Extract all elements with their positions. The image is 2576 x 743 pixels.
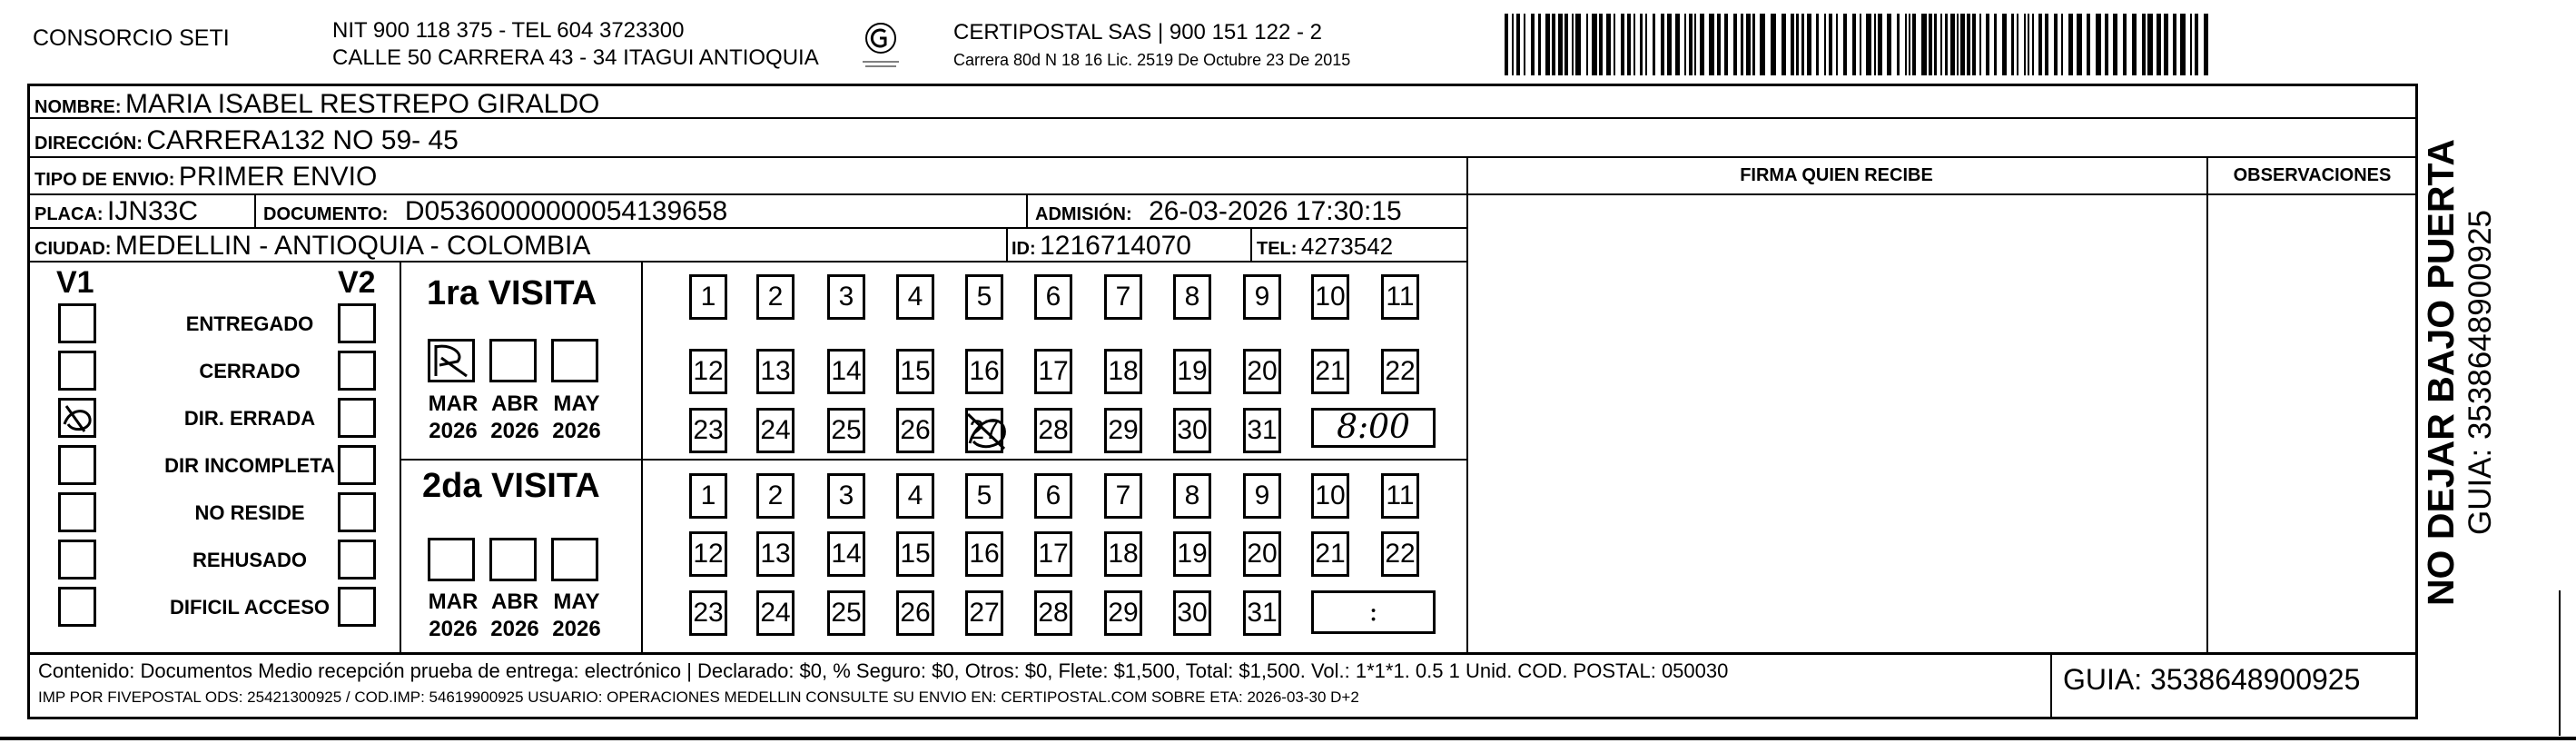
day-box[interactable]: 20 <box>1243 349 1281 394</box>
day-box[interactable]: 17 <box>1034 349 1072 394</box>
v1-checkbox[interactable] <box>58 445 96 485</box>
v2-checkbox[interactable] <box>338 351 376 391</box>
day-box[interactable]: 23 <box>689 590 727 636</box>
day-box[interactable]: 5 <box>965 274 1003 320</box>
v1-checkbox[interactable] <box>58 540 96 580</box>
day-box[interactable]: 12 <box>689 349 727 394</box>
v2-checkbox[interactable] <box>338 540 376 580</box>
nombre-value: MARIA ISABEL RESTREPO GIRALDO <box>125 89 600 119</box>
v1-label: V1 <box>56 265 94 300</box>
day-box[interactable]: 30 <box>1173 408 1211 453</box>
barcode <box>1505 14 2210 75</box>
day-box[interactable]: 5 <box>965 473 1003 519</box>
month-checkbox[interactable] <box>551 538 598 581</box>
day-box[interactable]: 14 <box>827 531 865 577</box>
status-option-label: DIFICIL ACCESO <box>169 596 330 619</box>
day-box[interactable]: 16 <box>965 349 1003 394</box>
day-box[interactable]: 21 <box>1311 349 1349 394</box>
v2-label: V2 <box>338 265 376 300</box>
day-box[interactable]: 3 <box>827 274 865 320</box>
day-box[interactable]: 31 <box>1243 408 1281 453</box>
company-address: CALLE 50 CARRERA 43 - 34 ITAGUI ANTIOQUIA <box>332 45 819 70</box>
status-option-label: CERRADO <box>199 360 301 382</box>
certipostal-license: Carrera 80d N 18 16 Lic. 2519 De Octubre 23 De 2015 <box>953 51 1351 69</box>
day-box[interactable]: 2 <box>756 473 795 519</box>
contenido-line: Contenido: Documentos Medio recepción prueba de entrega: electrónico | Declarado: $0, % Seguro: $0, Otros: $0, Flete: $1,500, Total: $1,500. Vol.: 1*1*1. 0.5 1 Unid. COD. POSTAL: 050030 <box>38 659 1729 682</box>
v2-checkbox[interactable] <box>338 398 376 438</box>
v1-checkbox[interactable] <box>58 303 96 343</box>
day-box[interactable]: 18 <box>1104 349 1142 394</box>
day-box[interactable]: 9 <box>1243 473 1281 519</box>
day-box[interactable]: 22 <box>1381 531 1419 577</box>
day-box[interactable]: 22 <box>1381 349 1419 394</box>
day-box[interactable]: 1 <box>689 473 727 519</box>
day-box[interactable]: 4 <box>896 274 934 320</box>
day-box[interactable]: 8 <box>1173 274 1211 320</box>
status-option-label: ENTREGADO <box>185 312 314 335</box>
day-box[interactable]: 17 <box>1034 531 1072 577</box>
day-box[interactable]: 12 <box>689 531 727 577</box>
day-box[interactable]: 29 <box>1104 408 1142 453</box>
month-label: ABR 2026 <box>490 589 539 641</box>
day-box[interactable]: 9 <box>1243 274 1281 320</box>
nombre-label: NOMBRE: <box>35 97 122 117</box>
month-label: MAY 2026 <box>552 391 601 443</box>
admision-value: 26-03-2026 17:30:15 <box>1149 196 1402 226</box>
documento-label: DOCUMENTO: <box>263 204 389 224</box>
v1-checkbox[interactable] <box>58 351 96 391</box>
status-option-label: DIR. ERRADA <box>183 407 316 430</box>
impresion-line: IMP POR FIVEPOSTAL ODS: 25421300925 / COD.IMP: 54619900925 USUARIO: OPERACIONES MEDELLIN CONSULTE SU ENVIO EN: CERTIPOSTAL.COM SOBRE ETA: 2026-03-30 D+2 <box>38 689 1359 706</box>
month-checkbox[interactable] <box>551 339 598 382</box>
status-option-label: DIR INCOMPLETA <box>164 454 335 477</box>
day-box[interactable]: 21 <box>1311 531 1349 577</box>
day-box[interactable]: 28 <box>1034 590 1072 636</box>
day-box[interactable]: 27 <box>965 590 1003 636</box>
company-name: CONSORCIO SETI <box>33 25 230 51</box>
day-box[interactable]: 19 <box>1173 349 1211 394</box>
day-box[interactable]: 18 <box>1104 531 1142 577</box>
month-label: ABR 2026 <box>490 391 539 443</box>
no-dejar-bajo-puerta: NO DEJAR BAJO PUERTA <box>2420 138 2462 607</box>
v1-checkbox[interactable] <box>58 398 96 438</box>
day-box[interactable]: 6 <box>1034 473 1072 519</box>
tipo-envio-label: TIPO DE ENVIO: <box>35 170 175 190</box>
day-box[interactable]: 8 <box>1173 473 1211 519</box>
observaciones-label: OBSERVACIONES <box>2233 165 2392 185</box>
certipostal-logo <box>858 18 903 73</box>
day-box[interactable]: 2 <box>756 274 795 320</box>
side-text <box>2420 118 2506 627</box>
month-checkbox[interactable] <box>489 538 537 581</box>
placa-label: PLACA: <box>35 204 104 224</box>
day-box[interactable]: 29 <box>1104 590 1142 636</box>
month-checkbox[interactable] <box>489 339 537 382</box>
day-box[interactable]: 4 <box>896 473 934 519</box>
day-box[interactable]: 7 <box>1104 473 1142 519</box>
day-box[interactable]: 30 <box>1173 590 1211 636</box>
ciudad-label: CIUDAD: <box>35 239 112 259</box>
day-box[interactable]: 31 <box>1243 590 1281 636</box>
tel-value: 4273542 <box>1300 233 1394 260</box>
month-label: MAY 2026 <box>552 589 601 641</box>
day-box[interactable]: 13 <box>756 349 795 394</box>
day-box[interactable]: 25 <box>827 590 865 636</box>
day-box[interactable]: 26 <box>896 408 934 453</box>
day-box[interactable]: 11 <box>1381 473 1419 519</box>
day-box[interactable]: 24 <box>756 408 795 453</box>
day-box[interactable]: 13 <box>756 531 795 577</box>
direccion-value: CARRERA132 NO 59- 45 <box>146 125 459 155</box>
day-box[interactable]: 15 <box>896 349 934 394</box>
ciudad-value: MEDELLIN - ANTIOQUIA - COLOMBIA <box>114 231 591 261</box>
visit1-title: 1ra VISITA <box>427 274 597 312</box>
tel-label: TEL: <box>1257 239 1298 259</box>
v2-checkbox[interactable] <box>338 492 376 532</box>
admision-label: ADMISIÓN: <box>1035 204 1132 224</box>
day-box[interactable]: 10 <box>1311 274 1349 320</box>
v2-checkbox[interactable] <box>338 445 376 485</box>
day-box[interactable]: 14 <box>827 349 865 394</box>
v1-checkbox[interactable] <box>58 492 96 532</box>
month-checkbox[interactable] <box>428 538 475 581</box>
v1-checkbox[interactable] <box>58 587 96 627</box>
nit-line: NIT 900 118 375 - TEL 604 3723300 <box>332 18 685 43</box>
firma-label: FIRMA QUIEN RECIBE <box>1740 165 1933 185</box>
day-box[interactable]: 27 <box>965 408 1003 453</box>
day-box[interactable]: 3 <box>827 473 865 519</box>
placa-value: IJN33C <box>107 196 199 226</box>
month-checkbox[interactable] <box>428 339 475 382</box>
day-box[interactable]: 19 <box>1173 531 1211 577</box>
status-option-label: REHUSADO <box>192 549 307 571</box>
day-box[interactable]: 1 <box>689 274 727 320</box>
month-label: MAR 2026 <box>428 391 479 443</box>
day-box[interactable]: 25 <box>827 408 865 453</box>
v2-checkbox[interactable] <box>338 587 376 627</box>
side-guia: GUIA: 3538648900925 <box>2462 209 2498 536</box>
v2-checkbox[interactable] <box>338 303 376 343</box>
day-box[interactable]: 23 <box>689 408 727 453</box>
month-label: MAR 2026 <box>428 589 479 641</box>
day-box[interactable]: 16 <box>965 531 1003 577</box>
guia-footer: GUIA: 3538648900925 <box>2063 663 2361 696</box>
day-box[interactable]: 28 <box>1034 408 1072 453</box>
status-option-label: NO RESIDE <box>194 501 305 524</box>
day-box[interactable]: 11 <box>1381 274 1419 320</box>
day-box[interactable]: 15 <box>896 531 934 577</box>
id-value: 1216714070 <box>1040 231 1191 261</box>
direccion-label: DIRECCIÓN: <box>35 134 143 154</box>
visit2-title: 2da VISITA <box>422 467 600 505</box>
day-box[interactable]: 7 <box>1104 274 1142 320</box>
certipostal-line: CERTIPOSTAL SAS | 900 151 122 - 2 <box>953 20 1322 45</box>
time-box[interactable]: 8:00 <box>1311 408 1436 448</box>
documento-value: D05360000000054139658 <box>404 196 728 226</box>
day-box[interactable]: 26 <box>896 590 934 636</box>
time-box[interactable]: : <box>1311 590 1436 634</box>
day-box[interactable]: 6 <box>1034 274 1072 320</box>
day-box[interactable]: 20 <box>1243 531 1281 577</box>
day-box[interactable]: 24 <box>756 590 795 636</box>
day-box[interactable]: 10 <box>1311 473 1349 519</box>
id-label: ID: <box>1012 239 1036 259</box>
tipo-envio-value: PRIMER ENVIO <box>178 162 378 192</box>
